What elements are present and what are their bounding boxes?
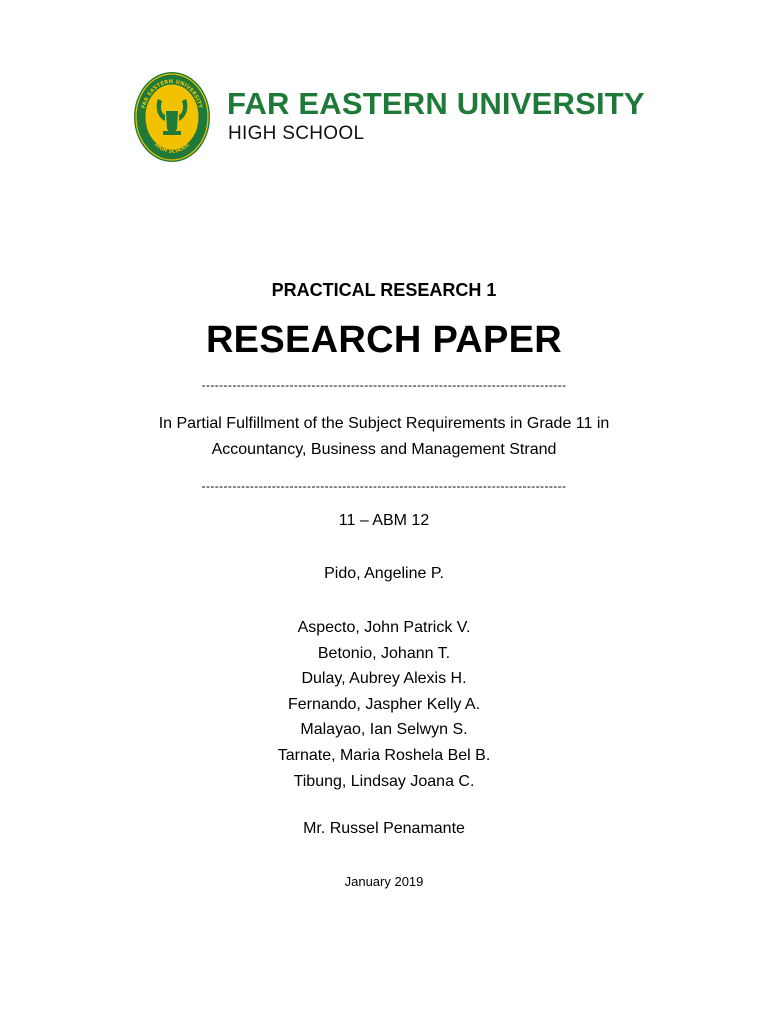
member-list <box>0 615 768 794</box>
school-header <box>133 71 653 163</box>
document-date: January 2019 <box>344 874 424 889</box>
school-name: HIGH SCHOOL <box>228 123 365 144</box>
document-title: RESEARCH PAPER <box>205 319 563 361</box>
section-label: 11 – ABM 12 <box>338 512 430 529</box>
fulfillment-line-2: Accountancy, Business and Management Strand <box>211 441 557 458</box>
member-name: Malayao, Ian Selwyn S. <box>300 721 468 739</box>
member-name: Aspecto, John Patrick V. <box>297 619 471 636</box>
fulfillment-line-1: In Partial Fulfillment of the Subject Requirements in Grade 11 in <box>158 415 610 432</box>
university-name: FAR EASTERN UNIVERSITY <box>227 86 645 121</box>
separator-line: ----------------------------------------------------------------------------------- <box>201 480 567 492</box>
member-name: Betonio, Johann T. <box>317 644 451 662</box>
separator-line: ----------------------------------------------------------------------------------- <box>201 379 567 391</box>
group-leader: Pido, Angeline P. <box>324 565 444 582</box>
university-seal-icon <box>133 71 211 163</box>
member-name: Fernando, Jaspher Kelly A. <box>287 695 481 713</box>
member-name: Tarnate, Maria Roshela Bel B. <box>277 746 491 764</box>
adviser-name: Mr. Russel Penamante <box>303 820 465 837</box>
member-name: Dulay, Aubrey Alexis H. <box>301 670 467 688</box>
svg-text:FAR EASTERN UNIVERSITY: FAR EASTERN UNIVERSITY <box>140 78 204 110</box>
member-name: Tibung, Lindsay Joana C. <box>293 772 475 790</box>
subject-heading: PRACTICAL RESEARCH 1 <box>271 280 497 300</box>
svg-text:HIGH SCHOOL: HIGH SCHOOL <box>153 142 191 155</box>
